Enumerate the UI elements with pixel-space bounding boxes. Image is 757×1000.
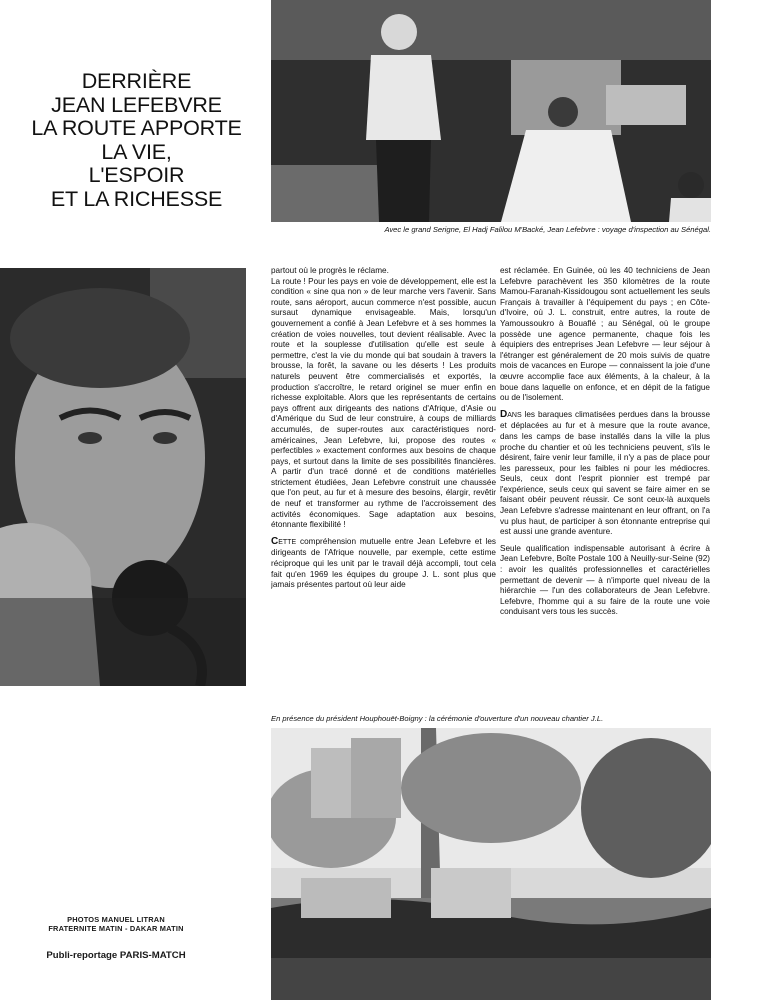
article-column-2 bbox=[500, 266, 710, 694]
photo-credits bbox=[16, 915, 216, 933]
article-paragraph bbox=[500, 410, 710, 538]
article-paragraph: La route ! Pour les pays en voie de développement, elle est la condition « sine qua non » de leur marche vers l'avenir. Sans route, sans aéroport, aucun commerce n'est possible, aucun sursaut dynamique envisageable. Mais, lorsqu'un gouvernement a confié à Jean Lefebvre et à ses hommes la création de voies nouvelles, tout devient réalisable. Avec la route et la souplesse d'utilisation qu'elle est seule à permettre, c'est la vie du monde qui bat soudain à travers la brousse, la forêt, la savane ou les déserts ! Les produits naturels peuvent être commercialisés et exportés, la production s'accroître, le retard originel se muer enfin en richesse exploitable. Alors que les représentants de certains pays offrent aux dirigeants des nations d'Afrique, d'Asie ou d'Amérique du Sud de leur construire, à coups de milliards accumulés, de super-routes aux caractéristiques nord-américaines, Jean Lefebvre, lui, propose des routes « perfectibles » exactement conformes aux besoins de chaque pays, et surtout dans la limite de ses possibilités financières. A partir d'un tracé donné et de conditions matérielles strictement étudiées, Jean Lefebvre construit une chaussée que l'on peut, au fur et à mesure des besoins, élargir, revêtir de neuf et transformer au rythme de l'accroissement des activités économiques. Sage adaptation aux besoins, étonnante flexibilité ! bbox=[271, 276, 496, 530]
photo-ceremony-houphouet bbox=[271, 728, 711, 1000]
small-caps: ETTE bbox=[278, 538, 297, 546]
article-paragraph: est réclamée. En Guinée, où les 40 techniciens de Jean Lefebvre parachèvent les 350 kilomètres de la route Mamou-Faranah-Kissidougou sont actuellement les seuls Français à travailler à l'équipement du pays ; en Côte-d'Ivoire, où J. L. construit, entre autres, la route de Yamoussoukro à Bouaflé ; au Sénégal, où le groupe possède une agence permanente, chaque fois les équipiers des entreprises Jean Lefebvre — leur séjour à l'étranger est généralement de 20 mois suivis de quatre mois de vacances en Europe — connaissent la joie d'une œuvre accomplie face aux éléments, à la chaleur, à la boue dans laquelle on enfonce, et en dépit de la fatigue ou de l'isolement. bbox=[500, 266, 710, 403]
headline-line: LA VIE, bbox=[101, 139, 172, 164]
headline-line: DERRIÈRE bbox=[81, 69, 192, 93]
headline-line: L'ESPOIR bbox=[88, 163, 185, 187]
drop-cap: C bbox=[271, 535, 279, 547]
article-paragraph: partout où le progrès le réclame. bbox=[271, 266, 389, 275]
photo-senegal-inspection bbox=[271, 0, 711, 222]
article-column-1 bbox=[271, 266, 496, 694]
small-caps: ANS bbox=[507, 411, 522, 419]
headline bbox=[14, 70, 259, 211]
publi-reportage-label: Publi-reportage PARIS-MATCH bbox=[46, 950, 186, 961]
article-paragraph bbox=[271, 537, 496, 591]
caption-bottom: En présence du président Houphouët-Boigny : la cérémonie d'ouverture d'un nouveau chantier J.L. bbox=[271, 714, 604, 723]
article-paragraph: Seule qualification indispensable autorisant à écrire à Jean Lefebvre, Boîte Postale 100 à Neuilly-sur-Seine (92) : avoir les qualités professionnelles et caractérielles permettant de devenir — à n'importe quel niveau de la hiérarchie — l'un des collaborateurs de Jean Lefebvre. Lefebvre, l'homme qui a su faire de la route une voie conduisant vers tous les succès. bbox=[500, 543, 710, 617]
headline-line: JEAN LEFEBVRE bbox=[51, 92, 222, 117]
drop-cap: D bbox=[500, 408, 508, 420]
headline-line: LA ROUTE APPORTE bbox=[31, 116, 242, 140]
headline-line: ET LA RICHESSE bbox=[50, 186, 223, 211]
caption-top: Avec le grand Serigne, El Hadj Falilou M'Backé, Jean Lefebvre : voyage d'inspection au Sénégal. bbox=[384, 225, 711, 234]
paragraph-text: les baraques climatisées perdues dans la brousse et déplacées au fur et à mesure que la route avance, dans les camps de base installés dans la ville la plus proche du chantier et où les techniciens peuvent, s'ils le désirent, faire venir leur famille, il n'y a pas de place pour les paresseux, pour les faibles ni pour les médiocres. Seuls, ceux dont l'esprit pionnier est trempé par l'expérience, seuls ceux qui savent se faire aimer en se faisant obéir peuvent réussir. Ce sont ceux-là auxquels Jean Lefebvre s'adresse maintenant en leur offrant, on l'a vu plus haut, de participer à son étonnante entreprise qui est aussi une grande aventure. bbox=[500, 409, 710, 537]
paragraph-text: compréhension mutuelle entre Jean Lefebvre et les dirigeants de l'Afrique nouvelle, par exemple, cette estime réciproque qui les unit par le travail déjà accompli, tout cela fait qu'en 1969 les équipes du groupe J. L. sont plus que jamais présentes partout où leur aide bbox=[271, 536, 496, 590]
credits-line: FRATERNITE MATIN - DAKAR MATIN bbox=[48, 924, 184, 933]
photo-portrait-telephone bbox=[0, 268, 246, 686]
credits-line: PHOTOS MANUEL LITRAN bbox=[67, 915, 165, 924]
